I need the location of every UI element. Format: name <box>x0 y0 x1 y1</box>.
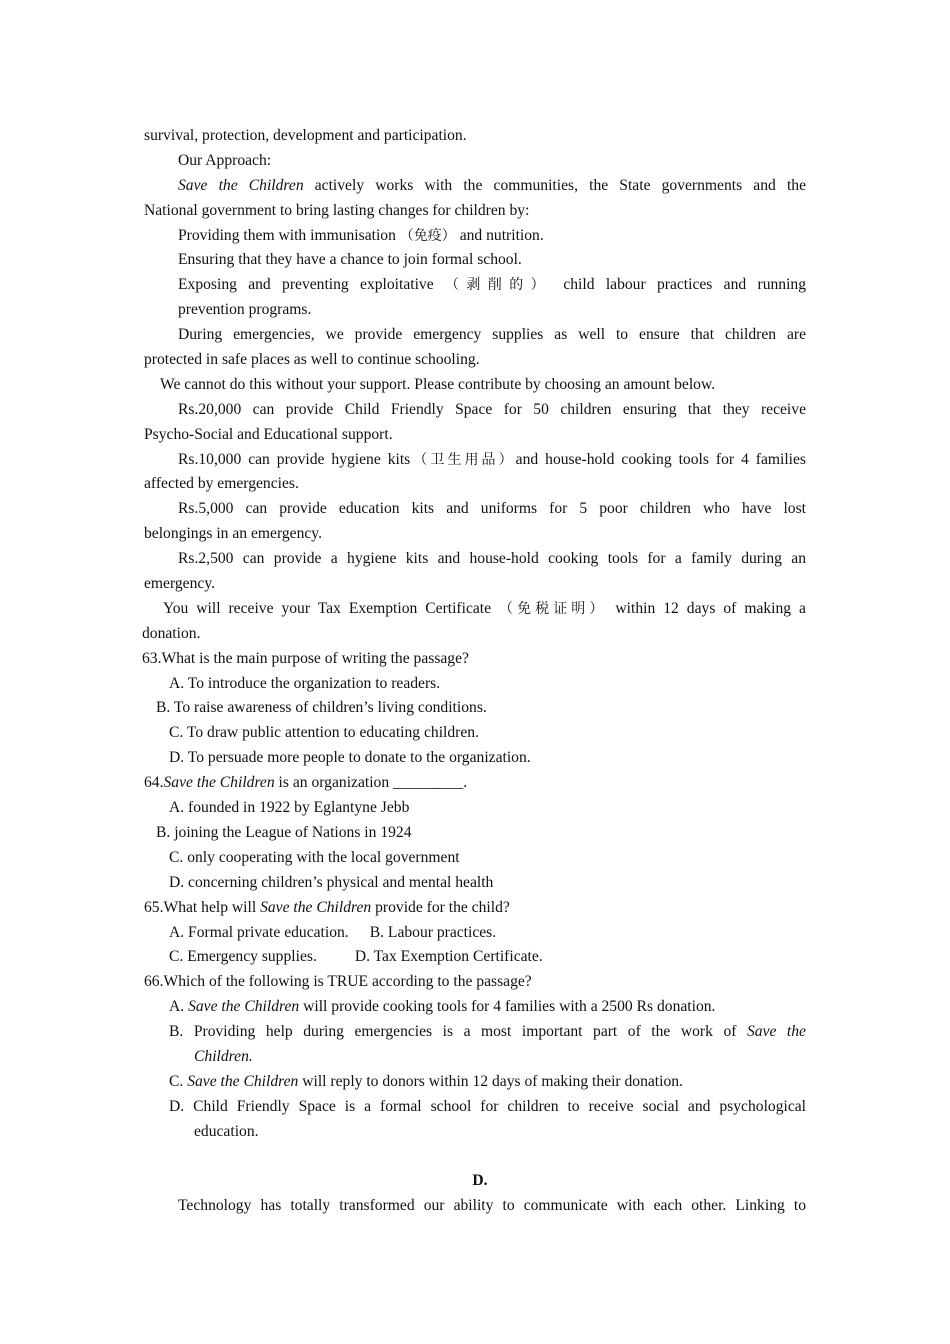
option-66d-cont: education. <box>194 1122 259 1140</box>
option-65d: D. Tax Exemption Certificate. <box>354 948 543 966</box>
option-63c: C. To draw public attention to educating children. <box>169 724 479 742</box>
question-64: 64.Save the Children is an organization _________. <box>144 774 468 792</box>
passage-line: Psycho-Social and Educational support. <box>144 425 393 443</box>
spacer <box>144 1145 806 1170</box>
passage-line: belongings in an emergency. <box>144 525 322 543</box>
approach-heading: Our Approach: <box>178 151 272 169</box>
options-65-ab <box>144 921 806 946</box>
document-page <box>144 124 806 1219</box>
question-63: 63.What is the main purpose of writing the passage? <box>142 649 469 667</box>
option-63b: B. To raise awareness of children’s living conditions. <box>156 699 487 717</box>
question-65: 65.What help will Save the Children provide for the child? <box>144 898 510 916</box>
org-name: Save the Children <box>178 176 304 194</box>
option-65c: C. Emergency supplies. <box>169 948 317 966</box>
passage-line: donation. <box>142 624 201 642</box>
option-65b: B. Labour practices. <box>369 923 497 941</box>
section-d-line: Technology has totally transformed our ability to communicate with each other. Linking to <box>178 1197 806 1215</box>
option-63d: D. To persuade more people to donate to the organization. <box>169 749 531 767</box>
option-65a: A. Formal private education. <box>169 923 349 941</box>
passage-line: Save the Children actively works with the communities, the State governments and the <box>178 176 806 194</box>
option-64a: A. founded in 1922 by Eglantyne Jebb <box>169 799 410 817</box>
option-66b-cont: Children. <box>194 1047 253 1065</box>
donation-option: Rs.10,000 can provide hygiene kits（卫生用品）and house-hold cooking tools for 4 families <box>178 450 806 468</box>
donation-option: Rs.5,000 can provide education kits and uniforms for 5 poor children who have lost <box>178 500 806 518</box>
passage-line: During emergencies, we provide emergency supplies as well to ensure that children are <box>178 326 806 344</box>
org-name: Save the Children <box>187 1072 299 1090</box>
donation-option: Rs.2,500 can provide a hygiene kits and house-hold cooking tools for a family during an <box>178 550 806 568</box>
question-66: 66.Which of the following is TRUE according to the passage? <box>144 973 532 991</box>
list-item: prevention programs. <box>178 301 312 319</box>
passage-line: You will receive your Tax Exemption Certificate （免税证明） within 12 days of making a <box>163 599 806 617</box>
passage-line: emergency. <box>144 575 216 593</box>
passage-line: We cannot do this without your support. Please contribute by choosing an amount below. <box>160 375 716 393</box>
options-65-cd <box>144 945 806 970</box>
option-64c: C. only cooperating with the local government <box>169 848 460 866</box>
passage-line: protected in safe places as well to continue schooling. <box>144 351 480 369</box>
list-item: Exposing and preventing exploitative （剥削的） child labour practices and running <box>178 276 806 294</box>
list-item: Providing them with immunisation （免疫） and nutrition. <box>178 226 544 244</box>
org-name: Save the Children <box>163 774 275 792</box>
org-name: Save the Children <box>260 898 372 916</box>
option-66b: B. Providing help during emergencies is a most important part of the work of Save the <box>169 1023 806 1041</box>
option-66d: D. Child Friendly Space is a formal school for children to receive social and psychological <box>169 1097 806 1115</box>
option-66a: A. Save the Children will provide cooking tools for 4 families with a 2500 Rs donation. <box>169 998 716 1016</box>
option-64d: D. concerning children’s physical and mental health <box>169 873 494 891</box>
passage-line: National government to bring lasting changes for children by: <box>144 201 530 219</box>
option-63a: A. To introduce the organization to readers. <box>169 674 441 692</box>
passage-line: affected by emergencies. <box>144 475 299 493</box>
option-64b: B. joining the League of Nations in 1924 <box>156 823 412 841</box>
option-66c: C. Save the Children will reply to donors within 12 days of making their donation. <box>169 1072 683 1090</box>
section-d-heading: D. <box>472 1172 488 1190</box>
list-item: Ensuring that they have a chance to join formal school. <box>178 251 522 269</box>
org-name: Save the Children <box>188 998 300 1016</box>
passage-line: survival, protection, development and participation. <box>144 127 467 144</box>
donation-option: Rs.20,000 can provide Child Friendly Space for 50 children ensuring that they receive <box>178 400 806 418</box>
